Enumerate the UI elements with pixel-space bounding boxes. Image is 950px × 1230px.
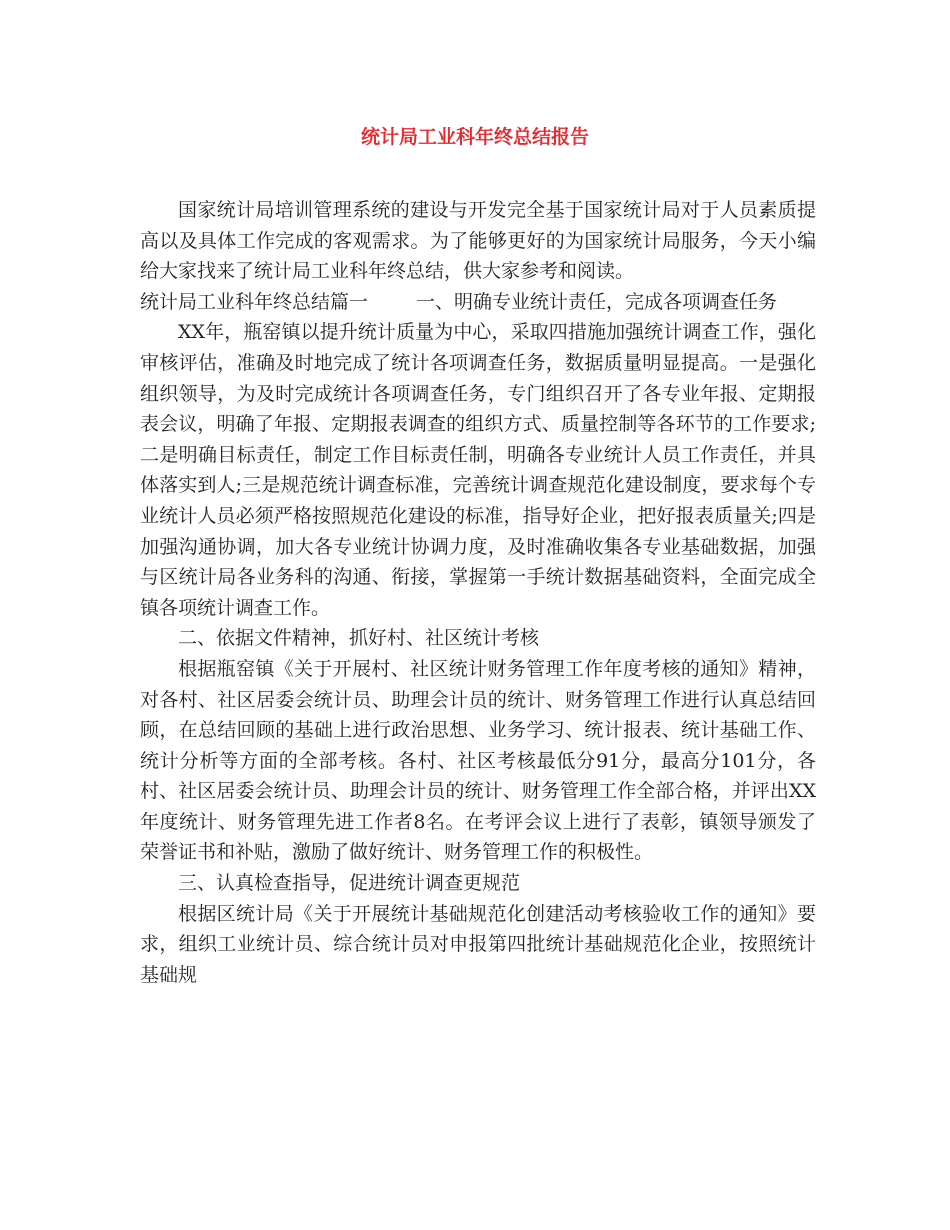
section-heading-3: 三、认真检查指导，促进统计调查更规范 xyxy=(178,872,521,895)
document-body xyxy=(140,195,816,990)
document-title: 统计局工业科年终总结报告 xyxy=(360,126,589,148)
section-1-paragraph: XX年，瓶窑镇以提升统计质量为中心，采取四措施加强统计调查工作，强化审核评估，准确及时地完成了统计各项调查任务，数据质量明显提高。一是强化组织领导，为及时完成统计各项调查任务，专门组织召开了各专业年报、定期报表会议，明确了年报、定期报表调查的组织方式、质量控制等各环节的工作要求;二是明确目标责任，制定工作目标责任制，明确各专业统计人员工作责任，并具体落实到人;三是规范统计调查标准，完善统计调查规范化建设制度，要求每个专业统计人员必须严格按照规范化建设的标准，指导好企业，把好报表质量关;四是加强沟通协调，加大各专业统计协调力度，及时准确收集各专业基础数据，加强与区统计局各业务科的沟通、衔接，掌握第一手统计数据基础资料，全面完成全镇各项统计调查工作。 xyxy=(140,321,816,619)
section-heading-2: 二、依据文件精神，抓好村、社区统计考核 xyxy=(178,627,540,650)
section-3-paragraph: 根据区统计局《关于开展统计基础规范化创建活动考核验收工作的通知》要求，组织工业统计员、综合统计员对申报第四批统计基础规范化企业，按照统计基础规 xyxy=(140,902,816,986)
chapter-label: 统计局工业科年终总结篇一 xyxy=(140,290,369,313)
section-heading-1: 一、明确专业统计责任，完成各项调查任务 xyxy=(416,290,778,313)
intro-paragraph: 国家统计局培训管理系统的建设与开发完全基于国家统计局对于人员素质提高以及具体工作完成的客观需求。为了能够更好的为国家统计局服务，今天小编给大家找来了统计局工业科年终总结，供大家参考和阅读。 xyxy=(140,199,816,283)
section-2-paragraph: 根据瓶窑镇《关于开展村、社区统计财务管理工作年度考核的通知》精神，对各村、社区居委会统计员、助理会计员的统计、财务管理工作进行认真总结回顾，在总结回顾的基础上进行政治思想、业务学习、统计报表、统计基础工作、统计分析等方面的全部考核。各村、社区考核最低分91分，最高分101分，各村、社区居委会统计员、助理会计员的统计、财务管理工作全部合格，并评出XX年度统计、财务管理先进工作者8名。在考评会议上进行了表彰，镇领导颁发了荣誉证书和补贴，激励了做好统计、财务管理工作的积极性。 xyxy=(140,657,816,864)
chapter-heading-line xyxy=(140,287,816,318)
